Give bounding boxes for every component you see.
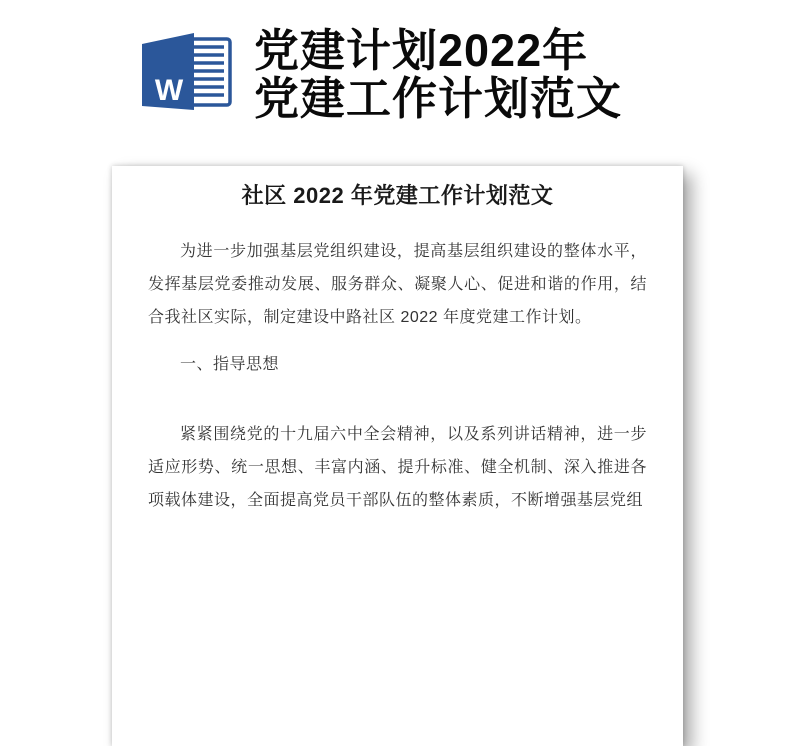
page-title — [254, 27, 622, 123]
doc-section-heading: 一、指导思想 — [180, 356, 280, 373]
page-title-line1: 党建计划2022年 — [254, 25, 589, 76]
doc-title: 社区 2022 年党建工作计划范文 — [241, 183, 554, 208]
doc-paragraph-2: 紧紧围绕党的十九届六中全会精神，以及系列讲话精神，进一步适应形势、统一思想、丰富内涵、提升标准、健全机制、深入推进各项载体建设，全面提高党员干部队伍的整体素质，不断增强基层党组 — [148, 426, 647, 509]
word-icon — [140, 32, 232, 112]
doc-paragraph-1: 为进一步加强基层党组织建设，提高基层组织建设的整体水平，发挥基层党委推动发展、服务群众、凝聚人心、促进和谐的作用，结合我社区实际，制定建设中路社区 2022 年度党建工作计划。 — [148, 243, 647, 326]
document-page — [112, 166, 683, 746]
word-icon-letter: W — [154, 74, 184, 107]
page-title-line2: 党建工作计划范文 — [254, 73, 623, 124]
word-icon-text-lines — [190, 47, 224, 95]
